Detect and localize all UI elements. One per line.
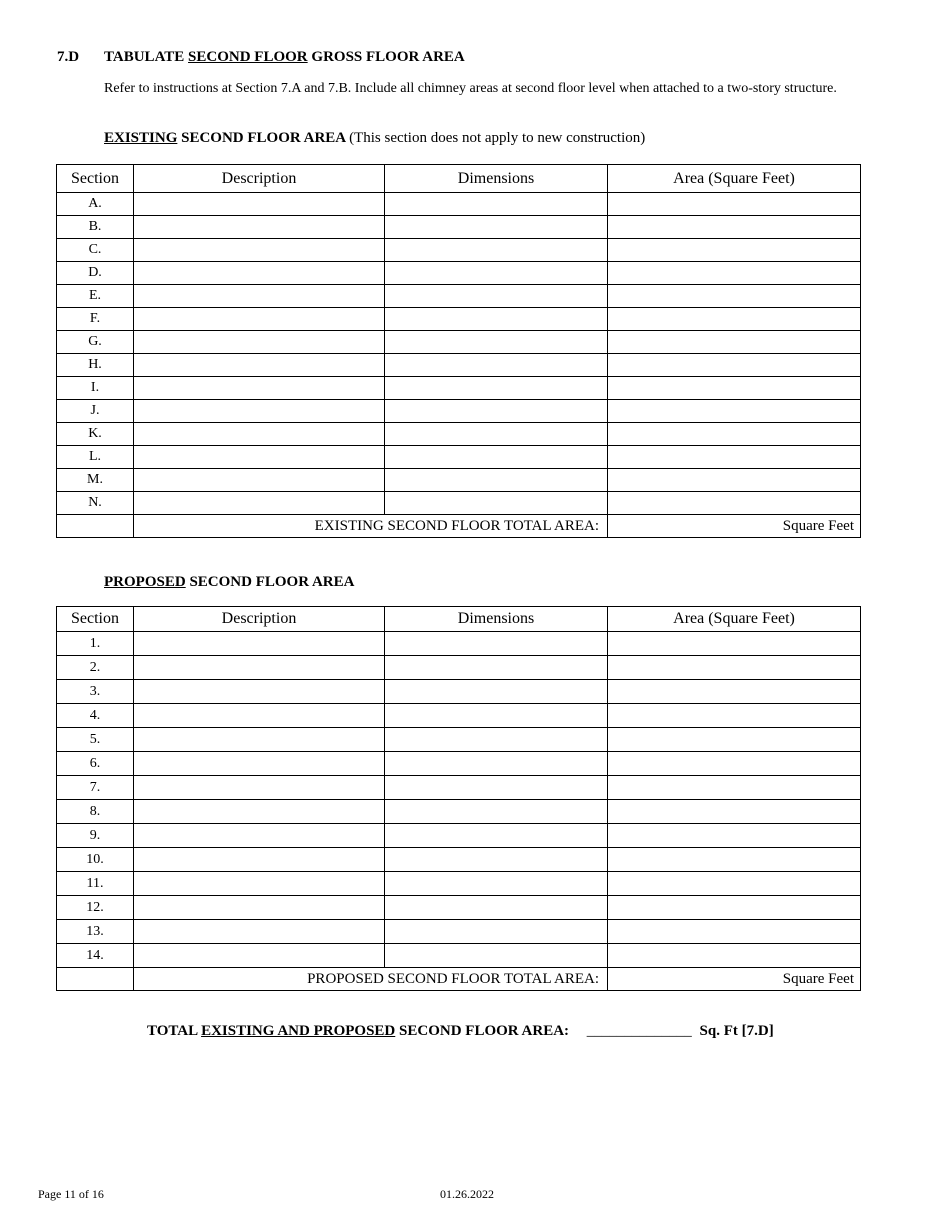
table-row bbox=[57, 377, 861, 400]
row-section-label: 12. bbox=[57, 896, 134, 920]
dimensions-cell[interactable] bbox=[385, 656, 608, 680]
table-row bbox=[57, 469, 861, 492]
description-cell[interactable] bbox=[134, 262, 385, 285]
table-row bbox=[57, 680, 861, 704]
total-row bbox=[57, 515, 861, 538]
description-cell[interactable] bbox=[134, 872, 385, 896]
total-area-field[interactable]: Square Feet bbox=[608, 515, 861, 538]
description-cell[interactable] bbox=[134, 752, 385, 776]
total-area-label: PROPOSED SECOND FLOOR TOTAL AREA: bbox=[134, 968, 608, 991]
area-cell[interactable] bbox=[608, 308, 861, 331]
description-cell[interactable] bbox=[134, 331, 385, 354]
dimensions-cell[interactable] bbox=[385, 492, 608, 515]
existing-title-note: (This section does not apply to new construction) bbox=[349, 130, 646, 146]
area-cell[interactable] bbox=[608, 377, 861, 400]
area-cell[interactable] bbox=[608, 492, 861, 515]
row-section-label: D. bbox=[57, 262, 134, 285]
dimensions-cell[interactable] bbox=[385, 704, 608, 728]
row-section-label: 11. bbox=[57, 872, 134, 896]
table-row bbox=[57, 193, 861, 216]
row-section-label: I. bbox=[57, 377, 134, 400]
total-area-field[interactable]: Square Feet bbox=[608, 968, 861, 991]
area-cell[interactable] bbox=[608, 446, 861, 469]
column-header-section: Section bbox=[57, 165, 134, 193]
table-row bbox=[57, 824, 861, 848]
row-section-label: C. bbox=[57, 239, 134, 262]
page-number: Page 11 of 16 bbox=[38, 1187, 104, 1201]
area-cell[interactable] bbox=[608, 423, 861, 446]
description-cell[interactable] bbox=[134, 728, 385, 752]
column-header-dimensions: Dimensions bbox=[385, 165, 608, 193]
dimensions-cell[interactable] bbox=[385, 285, 608, 308]
column-header-section: Section bbox=[57, 607, 134, 632]
existing-title-rest: SECOND FLOOR AREA bbox=[181, 130, 346, 146]
area-cell[interactable] bbox=[608, 704, 861, 728]
area-cell[interactable] bbox=[608, 216, 861, 239]
row-section-label: 9. bbox=[57, 824, 134, 848]
description-cell[interactable] bbox=[134, 193, 385, 216]
description-cell[interactable] bbox=[134, 469, 385, 492]
description-cell[interactable] bbox=[134, 896, 385, 920]
table-row bbox=[57, 239, 861, 262]
table-row bbox=[57, 492, 861, 515]
table-row bbox=[57, 632, 861, 656]
row-section-label: 7. bbox=[57, 776, 134, 800]
area-cell[interactable] bbox=[608, 331, 861, 354]
row-section-label: 14. bbox=[57, 944, 134, 968]
description-cell[interactable] bbox=[134, 400, 385, 423]
row-section-label: 3. bbox=[57, 680, 134, 704]
table-row bbox=[57, 944, 861, 968]
dimensions-cell[interactable] bbox=[385, 680, 608, 704]
section-heading bbox=[57, 49, 465, 66]
row-section-label: 10. bbox=[57, 848, 134, 872]
description-cell[interactable] bbox=[134, 377, 385, 400]
dimensions-cell[interactable] bbox=[385, 469, 608, 492]
area-cell[interactable] bbox=[608, 896, 861, 920]
description-cell[interactable] bbox=[134, 656, 385, 680]
existing-title-underlined: EXISTING bbox=[104, 130, 178, 146]
dimensions-cell[interactable] bbox=[385, 752, 608, 776]
table-row bbox=[57, 446, 861, 469]
description-cell[interactable] bbox=[134, 354, 385, 377]
table-row bbox=[57, 262, 861, 285]
description-cell[interactable] bbox=[134, 848, 385, 872]
row-section-label: 1. bbox=[57, 632, 134, 656]
table-row bbox=[57, 872, 861, 896]
row-section-label: 8. bbox=[57, 800, 134, 824]
total-area-label: EXISTING SECOND FLOOR TOTAL AREA: bbox=[134, 515, 608, 538]
grand-total-unit: Sq. Ft [7.D] bbox=[699, 1023, 774, 1039]
dimensions-cell[interactable] bbox=[385, 216, 608, 239]
area-cell[interactable] bbox=[608, 469, 861, 492]
table-row bbox=[57, 285, 861, 308]
table-row bbox=[57, 354, 861, 377]
dimensions-cell[interactable] bbox=[385, 193, 608, 216]
description-cell[interactable] bbox=[134, 446, 385, 469]
dimensions-cell[interactable] bbox=[385, 800, 608, 824]
dimensions-cell[interactable] bbox=[385, 632, 608, 656]
table-row bbox=[57, 423, 861, 446]
description-cell[interactable] bbox=[134, 776, 385, 800]
area-cell[interactable] bbox=[608, 728, 861, 752]
dimensions-cell[interactable] bbox=[385, 446, 608, 469]
column-header-area: Area (Square Feet) bbox=[608, 607, 861, 632]
heading-suffix: GROSS FLOOR AREA bbox=[311, 49, 465, 65]
total-empty-cell bbox=[57, 515, 134, 538]
column-header-dimensions: Dimensions bbox=[385, 607, 608, 632]
row-section-label: J. bbox=[57, 400, 134, 423]
table-row bbox=[57, 308, 861, 331]
description-cell[interactable] bbox=[134, 423, 385, 446]
table-row bbox=[57, 776, 861, 800]
table-row bbox=[57, 704, 861, 728]
grand-total-input[interactable]: ______________ bbox=[586, 1023, 692, 1039]
area-cell[interactable] bbox=[608, 848, 861, 872]
row-section-label: H. bbox=[57, 354, 134, 377]
description-cell[interactable] bbox=[134, 308, 385, 331]
dimensions-cell[interactable] bbox=[385, 776, 608, 800]
row-section-label: E. bbox=[57, 285, 134, 308]
total-row bbox=[57, 968, 861, 991]
heading-underlined: SECOND FLOOR bbox=[188, 49, 308, 65]
area-cell[interactable] bbox=[608, 824, 861, 848]
instructions-text: Refer to instructions at Section 7.A and 7.B. Include all chimney areas at second floor level when attached to a two-story structure. bbox=[104, 81, 837, 96]
column-header-area: Area (Square Feet) bbox=[608, 165, 861, 193]
row-section-label: F. bbox=[57, 308, 134, 331]
description-cell[interactable] bbox=[134, 680, 385, 704]
proposed-title-underlined: PROPOSED bbox=[104, 574, 186, 590]
proposed-area-title bbox=[104, 574, 354, 591]
table-row bbox=[57, 331, 861, 354]
column-header-description: Description bbox=[134, 607, 385, 632]
dimensions-cell[interactable] bbox=[385, 824, 608, 848]
table-row bbox=[57, 400, 861, 423]
grand-total-line bbox=[147, 1023, 774, 1040]
row-section-label: 2. bbox=[57, 656, 134, 680]
table-row bbox=[57, 920, 861, 944]
grand-total-underlined: EXISTING AND PROPOSED bbox=[201, 1023, 396, 1039]
description-cell[interactable] bbox=[134, 632, 385, 656]
table-row bbox=[57, 216, 861, 239]
area-cell[interactable] bbox=[608, 800, 861, 824]
area-cell[interactable] bbox=[608, 632, 861, 656]
description-cell[interactable] bbox=[134, 216, 385, 239]
dimensions-cell[interactable] bbox=[385, 728, 608, 752]
total-empty-cell bbox=[57, 968, 134, 991]
area-cell[interactable] bbox=[608, 239, 861, 262]
description-cell[interactable] bbox=[134, 285, 385, 308]
dimensions-cell[interactable] bbox=[385, 920, 608, 944]
row-section-label: 4. bbox=[57, 704, 134, 728]
dimensions-cell[interactable] bbox=[385, 262, 608, 285]
area-cell[interactable] bbox=[608, 400, 861, 423]
area-cell[interactable] bbox=[608, 262, 861, 285]
row-section-label: L. bbox=[57, 446, 134, 469]
area-cell[interactable] bbox=[608, 872, 861, 896]
dimensions-cell[interactable] bbox=[385, 944, 608, 968]
dimensions-cell[interactable] bbox=[385, 331, 608, 354]
area-cell[interactable] bbox=[608, 920, 861, 944]
table-row bbox=[57, 728, 861, 752]
heading-prefix: TABULATE bbox=[104, 49, 185, 65]
row-section-label: B. bbox=[57, 216, 134, 239]
existing-area-title bbox=[104, 130, 645, 147]
revision-date: 01.26.2022 bbox=[440, 1187, 494, 1201]
description-cell[interactable] bbox=[134, 492, 385, 515]
description-cell[interactable] bbox=[134, 800, 385, 824]
area-cell[interactable] bbox=[608, 680, 861, 704]
table-row bbox=[57, 848, 861, 872]
dimensions-cell[interactable] bbox=[385, 308, 608, 331]
dimensions-cell[interactable] bbox=[385, 400, 608, 423]
description-cell[interactable] bbox=[134, 704, 385, 728]
row-section-label: 6. bbox=[57, 752, 134, 776]
dimensions-cell[interactable] bbox=[385, 354, 608, 377]
area-cell[interactable] bbox=[608, 752, 861, 776]
description-cell[interactable] bbox=[134, 944, 385, 968]
existing-area-table bbox=[56, 164, 861, 538]
row-section-label: N. bbox=[57, 492, 134, 515]
dimensions-cell[interactable] bbox=[385, 423, 608, 446]
table-row bbox=[57, 896, 861, 920]
row-section-label: K. bbox=[57, 423, 134, 446]
dimensions-cell[interactable] bbox=[385, 377, 608, 400]
row-section-label: 13. bbox=[57, 920, 134, 944]
description-cell[interactable] bbox=[134, 824, 385, 848]
dimensions-cell[interactable] bbox=[385, 239, 608, 262]
area-cell[interactable] bbox=[608, 193, 861, 216]
row-section-label: A. bbox=[57, 193, 134, 216]
area-cell[interactable] bbox=[608, 776, 861, 800]
dimensions-cell[interactable] bbox=[385, 848, 608, 872]
table-row bbox=[57, 800, 861, 824]
table-row bbox=[57, 752, 861, 776]
row-section-label: M. bbox=[57, 469, 134, 492]
grand-total-suffix: SECOND FLOOR AREA: bbox=[399, 1023, 570, 1039]
area-cell[interactable] bbox=[608, 285, 861, 308]
description-cell[interactable] bbox=[134, 920, 385, 944]
description-cell[interactable] bbox=[134, 239, 385, 262]
area-cell[interactable] bbox=[608, 656, 861, 680]
row-section-label: 5. bbox=[57, 728, 134, 752]
proposed-area-table bbox=[56, 606, 861, 991]
section-number: 7.D bbox=[57, 49, 80, 65]
dimensions-cell[interactable] bbox=[385, 896, 608, 920]
area-cell[interactable] bbox=[608, 354, 861, 377]
grand-total-prefix: TOTAL bbox=[147, 1023, 198, 1039]
dimensions-cell[interactable] bbox=[385, 872, 608, 896]
proposed-title-rest: SECOND FLOOR AREA bbox=[189, 574, 355, 590]
table-row bbox=[57, 656, 861, 680]
row-section-label: G. bbox=[57, 331, 134, 354]
column-header-description: Description bbox=[134, 165, 385, 193]
area-cell[interactable] bbox=[608, 944, 861, 968]
